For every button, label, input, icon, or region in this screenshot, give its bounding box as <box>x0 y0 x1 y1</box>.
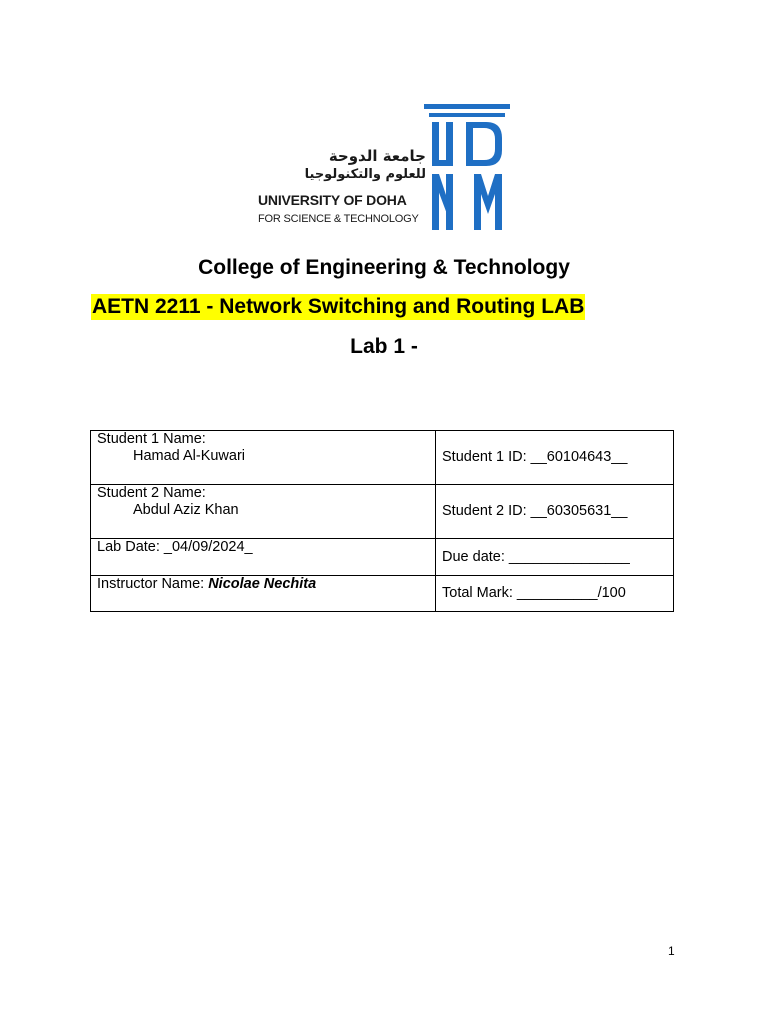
table-row <box>91 485 674 539</box>
total-mark: Total Mark: __________/100 <box>436 576 674 612</box>
lab-title: Lab 1 - <box>350 335 418 358</box>
logo-english-name: UNIVERSITY OF DOHA <box>258 192 407 208</box>
student2-name-cell <box>91 485 436 539</box>
college-title: College of Engineering & Technology <box>198 256 570 279</box>
logo-english-subtitle: FOR SCIENCE & TECHNOLOGY <box>258 213 419 225</box>
course-title: AETN 2211 - Network Switching and Routing LAB <box>92 295 585 318</box>
university-logo <box>258 100 514 235</box>
page-number: 1 <box>668 944 675 958</box>
student2-name-label: Student 2 Name: <box>97 485 206 501</box>
instructor-label: Instructor Name: <box>97 576 209 592</box>
table-row <box>91 576 674 612</box>
student-info-table <box>90 430 674 612</box>
table-row <box>91 431 674 485</box>
student2-name-value: Abdul Aziz Khan <box>133 502 239 518</box>
instructor-cell <box>91 576 436 612</box>
table-row <box>91 539 674 576</box>
student2-id: Student 2 ID: __60305631__ <box>436 485 674 539</box>
logo-arabic-subtitle: للعلوم والتكنولوجيا <box>304 167 426 182</box>
logo-arabic-name: جامعة الدوحة <box>328 147 426 165</box>
instructor-name: Nicolae Nechita <box>208 576 317 592</box>
lab-date: Lab Date: _04/09/2024_ <box>91 539 436 576</box>
student1-name-value: Hamad Al-Kuwari <box>133 448 246 464</box>
student1-id: Student 1 ID: __60104643__ <box>436 431 674 485</box>
student1-name-cell <box>91 431 436 485</box>
student1-name-label: Student 1 Name: <box>97 431 206 447</box>
due-date: Due date: _______________ <box>436 539 674 576</box>
udst-emblem-icon <box>424 104 510 232</box>
